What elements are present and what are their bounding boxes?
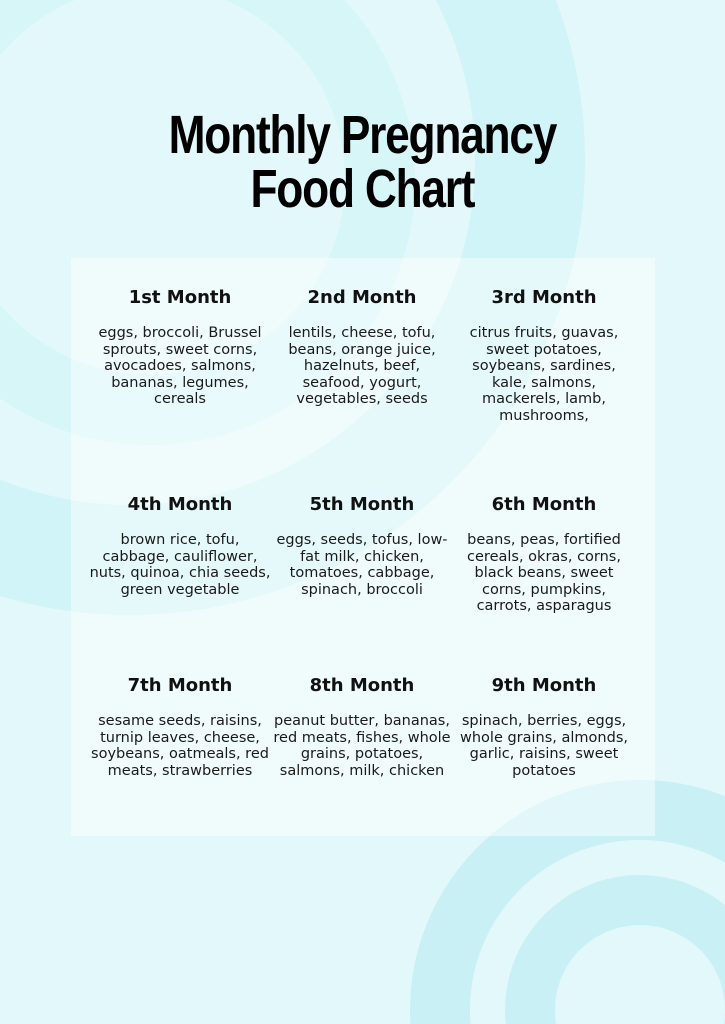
month-cell-7 [89, 675, 271, 779]
month-heading: 4th Month [127, 494, 233, 515]
month-cell-6 [453, 494, 635, 615]
month-foods: brown rice, tofu, cabbage, cauliflower, nuts, quinoa, chia seeds, green vegetable [89, 532, 271, 598]
month-foods: citrus fruits, guavas, sweet potatoes, soybeans, sardines, kale, salmons, mackerels, lamb, mushrooms, [469, 325, 619, 424]
month-cell-5 [271, 494, 453, 598]
month-foods: peanut butter, bananas, red meats, fishes, whole grains, potatoes, salmons, milk, chicken [273, 713, 451, 779]
month-foods: lentils, cheese, tofu, beans, orange juice, hazelnuts, beef, seafood, yogurt, vegetables, seeds [288, 325, 436, 408]
title-line-1: Monthly Pregnancy [168, 105, 557, 165]
title-line-2: Food Chart [250, 159, 475, 219]
month-heading: 3rd Month [491, 287, 597, 308]
month-cell-9 [453, 675, 635, 779]
month-foods: eggs, broccoli, Brussel sprouts, sweet corns, avocadoes, salmons, bananas, legumes, cereals [98, 325, 262, 408]
month-cell-2 [271, 287, 453, 408]
month-foods: spinach, berries, eggs, whole grains, almonds, garlic, raisins, sweet potatoes [460, 713, 628, 779]
month-heading: 2nd Month [307, 287, 417, 308]
page-title [65, 105, 660, 219]
month-cell-3 [453, 287, 635, 425]
month-heading: 9th Month [491, 675, 597, 696]
month-foods: eggs, seeds, tofus, low-fat milk, chicken, tomatoes, cabbage, spinach, broccoli [276, 532, 448, 598]
month-heading: 5th Month [309, 494, 415, 515]
month-heading: 7th Month [127, 675, 233, 696]
month-cell-4 [89, 494, 271, 598]
month-heading: 6th Month [491, 494, 597, 515]
month-cell-1 [89, 287, 271, 408]
month-heading: 1st Month [128, 287, 232, 308]
month-heading: 8th Month [309, 675, 415, 696]
month-foods: beans, peas, fortified cereals, okras, corns, black beans, sweet corns, pumpkins, carrots, asparagus [467, 532, 621, 615]
month-foods: sesame seeds, raisins, turnip leaves, cheese, soybeans, oatmeals, red meats, strawberries [91, 713, 269, 779]
month-cell-8 [271, 675, 453, 779]
